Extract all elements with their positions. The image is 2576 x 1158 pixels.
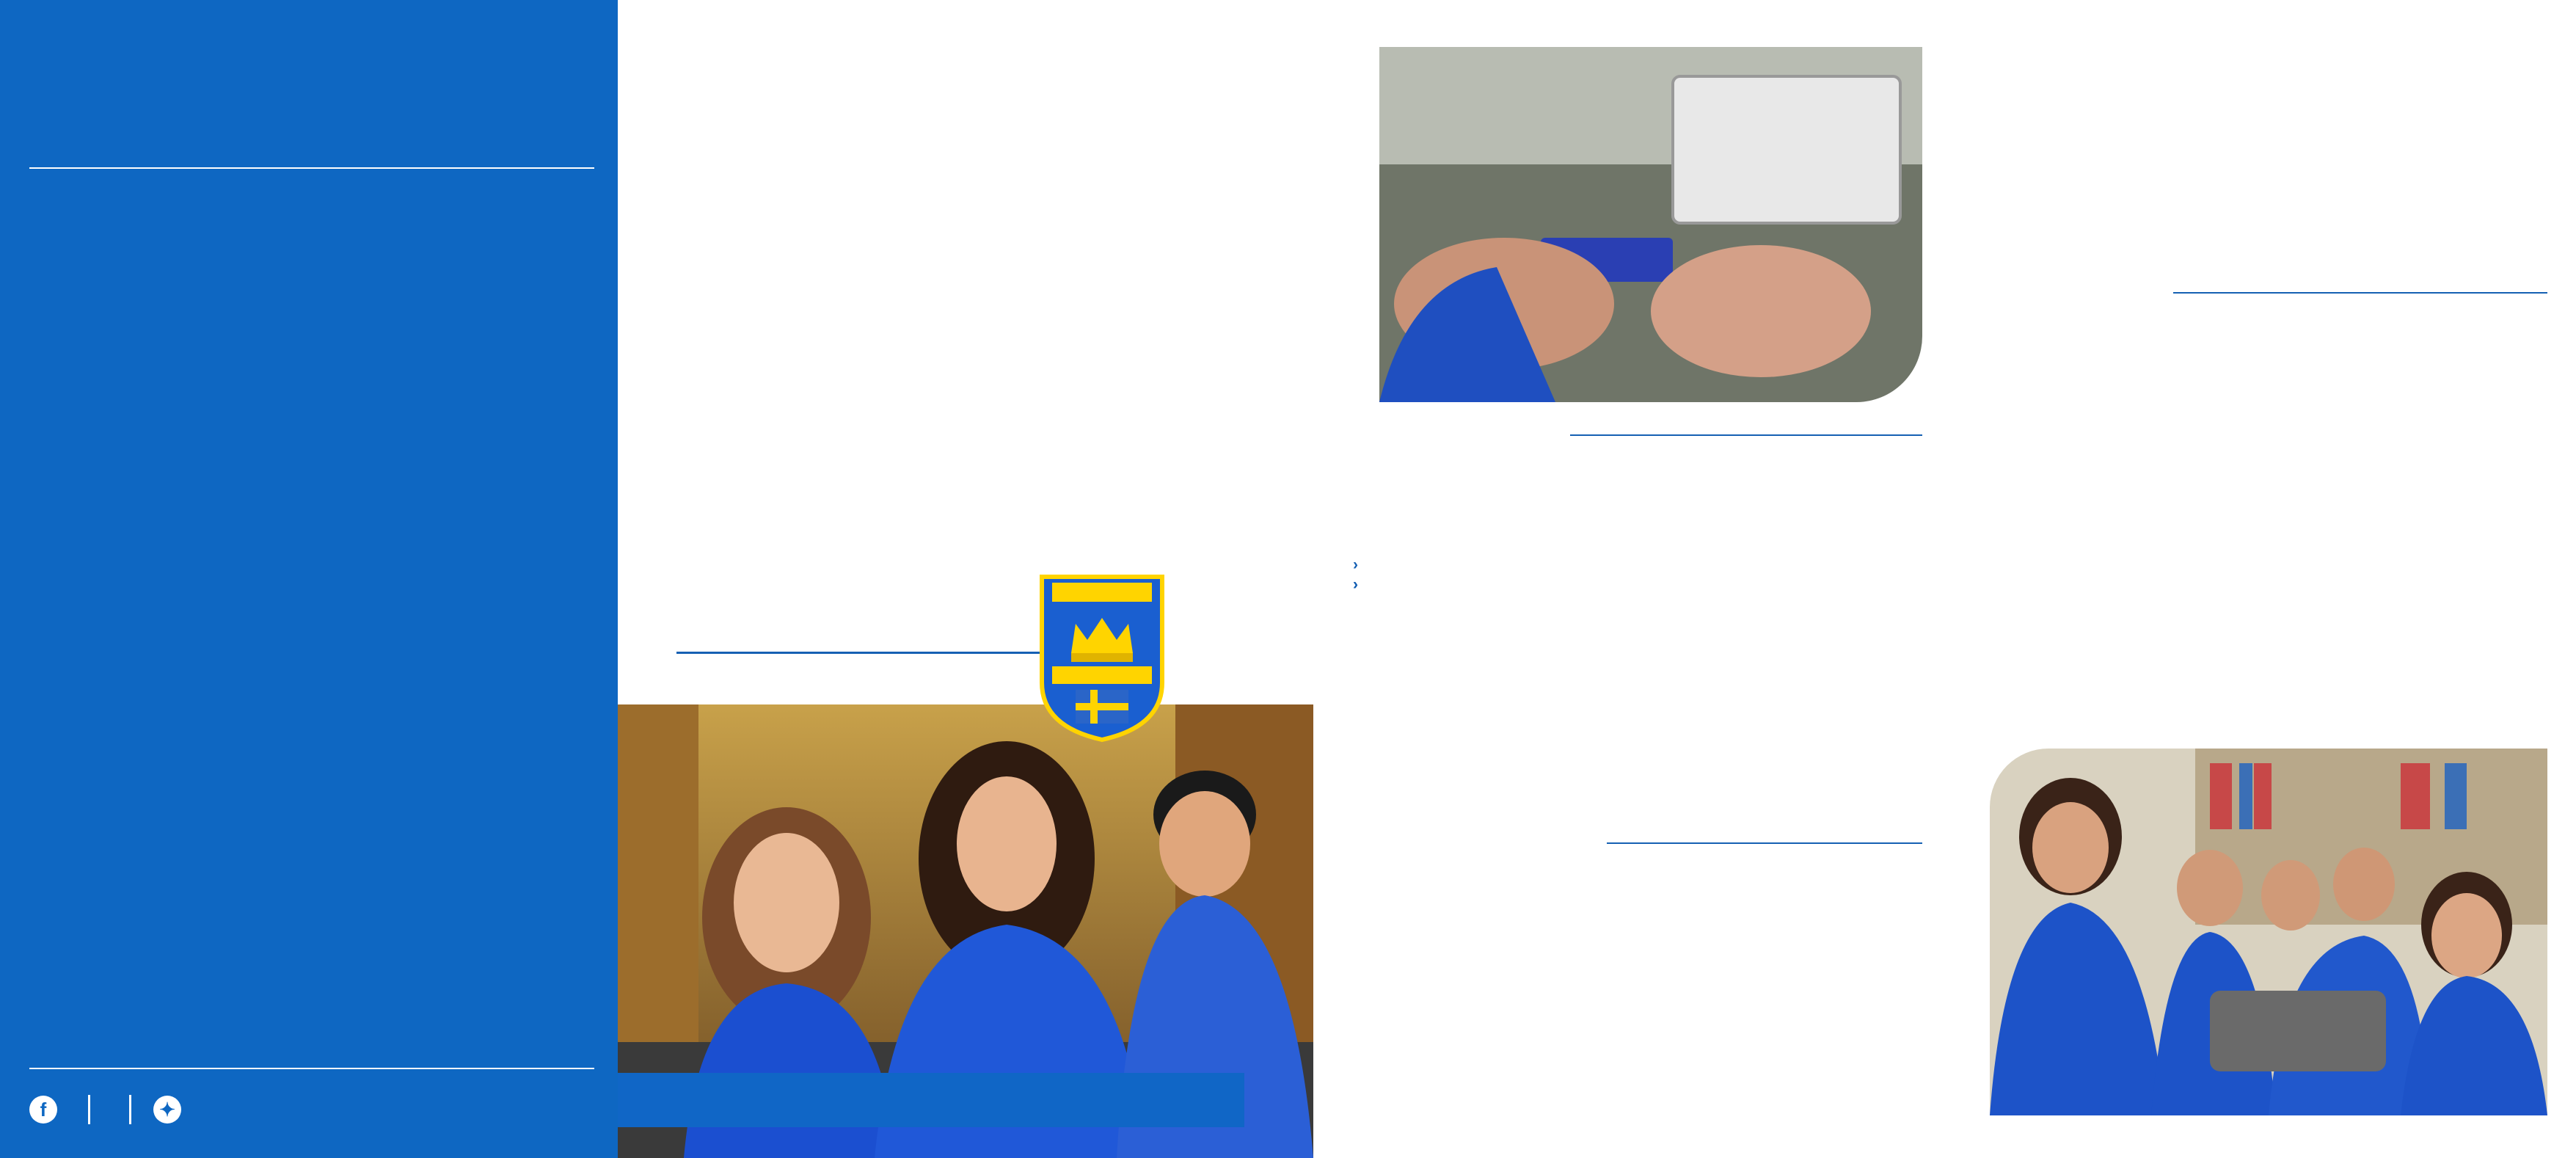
footer-separator <box>129 1095 131 1124</box>
facebook-icon: f <box>29 1096 57 1124</box>
directory-divider <box>29 167 594 169</box>
requirements-panel <box>1946 0 2576 1158</box>
crest-icon <box>1037 572 1167 743</box>
school-name-rule <box>676 652 1073 654</box>
children-photo <box>1990 749 2547 1115</box>
ofrecemos-rule <box>1607 842 1922 844</box>
footer-divider <box>29 1068 594 1069</box>
twitter-icon: ✦ <box>153 1096 181 1124</box>
quienes-bullets <box>1353 555 1922 575</box>
requisitos-rule <box>2173 292 2547 294</box>
footer-separator <box>88 1095 90 1124</box>
about-panel <box>1313 0 1946 1158</box>
quienes-rule <box>1570 434 1922 436</box>
directory-title <box>15 35 602 92</box>
classroom-photo <box>1379 47 1922 402</box>
directory-footer <box>29 1090 602 1124</box>
directory-panel <box>0 0 618 1158</box>
address-banner <box>618 1073 1244 1127</box>
cover-panel <box>618 0 1313 1158</box>
